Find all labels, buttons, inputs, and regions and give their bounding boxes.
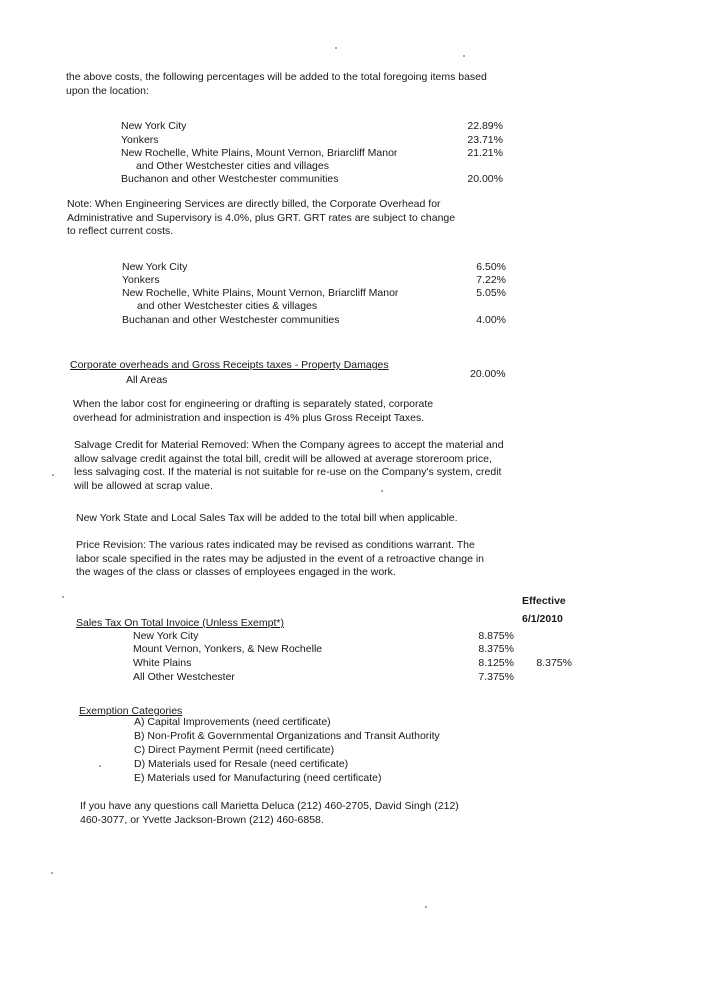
location-name: Buchanon and other Westchester communities [121, 173, 339, 185]
rate-value: 6.50% [476, 261, 506, 273]
rate-row [0, 287, 707, 301]
effective-rate-value: 8.375% [536, 657, 572, 669]
table-row [0, 657, 707, 671]
rate-value: 7.375% [478, 671, 514, 683]
rate-row [0, 120, 707, 134]
rate-row [0, 134, 707, 148]
list-item: C) Direct Payment Permit (need certificate) [134, 744, 335, 756]
salvage-paragraph: Salvage Credit for Material Removed: When the Company agrees to accept the material and allow salvage credit against the total bill, credit will be allowed at average storeroom price, less salvaging cost. If the material is not suitable for re-use on the Company's system, credit will be allowed at scrap value. [74, 439, 504, 492]
location-name: and other Westchester cities & villages [137, 300, 318, 312]
scan-speck [99, 765, 101, 767]
rate-value: 8.125% [478, 657, 514, 669]
rate-row [0, 274, 707, 288]
rate-value: 5.05% [476, 287, 506, 299]
scan-speck [463, 55, 465, 57]
rate-value: 7.22% [476, 274, 506, 286]
rate-value: 8.875% [478, 630, 514, 642]
location-name: New Rochelle, White Plains, Mount Vernon, Briarcliff Manor [122, 287, 399, 299]
rate-row [0, 147, 707, 161]
scan-speck [425, 906, 427, 908]
sales-tax-note: New York State and Local Sales Tax will be added to the total bill when applicable. [76, 512, 458, 524]
contact-paragraph: If you have any questions call Marietta Deluca (212) 460-2705, David Singh (212) 460-3077, or Yvette Jackson-Brown (212) 460-6858. [80, 800, 459, 826]
list-item: B) Non-Profit & Governmental Organizations and Transit Authority [134, 730, 440, 742]
location-name: Yonkers [122, 274, 160, 286]
location-name: Buchanan and other Westchester communities [122, 314, 340, 326]
location-name: New York City [121, 120, 187, 132]
rate-value: 8.375% [478, 643, 514, 655]
location-name: New York City [133, 630, 199, 642]
effective-date: 6/1/2010 [522, 613, 563, 625]
rate-row [0, 300, 707, 314]
table-row [0, 630, 707, 644]
note-paragraph: Note: When Engineering Services are directly billed, the Corporate Overhead for Administrative and Supervisory is 4.0%, plus GRT. GRT rates are subject to change to reflect current costs. [67, 198, 456, 238]
list-item: D) Materials used for Resale (need certificate) [134, 758, 349, 770]
rate-row [0, 314, 707, 328]
rate-value: 21.21% [467, 147, 503, 159]
location-name: and Other Westchester cities and villages [136, 160, 329, 172]
table-row [0, 671, 707, 685]
corporate-sub: All Areas [126, 374, 168, 386]
intro-paragraph: the above costs, the following percentages will be added to the total foregoing items based upon the location: [66, 71, 487, 97]
corporate-heading: Corporate overheads and Gross Receipts taxes - Property Damages [70, 359, 389, 371]
corporate-rate: 20.00% [470, 368, 506, 380]
exemption-heading: Exemption Categories [79, 705, 183, 717]
rate-value: 20.00% [467, 173, 503, 185]
scan-speck [52, 474, 54, 476]
list-item: A) Capital Improvements (need certificate) [134, 716, 331, 728]
location-name: White Plains [133, 657, 192, 669]
rate-row [0, 173, 707, 187]
rate-row [0, 160, 707, 174]
scan-speck [381, 490, 383, 492]
location-name: New Rochelle, White Plains, Mount Vernon, Briarcliff Manor [121, 147, 398, 159]
rate-value: 23.71% [467, 134, 503, 146]
location-name: Mount Vernon, Yonkers, & New Rochelle [133, 643, 323, 655]
location-name: Yonkers [121, 134, 159, 146]
list-item: E) Materials used for Manufacturing (need certificate) [134, 772, 382, 784]
rate-value: 22.89% [467, 120, 503, 132]
scan-speck [51, 872, 53, 874]
effective-label: Effective [522, 595, 566, 607]
scan-speck [62, 596, 64, 598]
labor-paragraph: When the labor cost for engineering or drafting is separately stated, corporate overhead for administration and inspection is 4% plus Gross Receipt Taxes. [73, 398, 434, 424]
scan-speck [335, 47, 337, 49]
location-name: New York City [122, 261, 188, 273]
rate-row [0, 261, 707, 275]
sales-tax-heading: Sales Tax On Total Invoice (Unless Exempt*) [76, 617, 284, 629]
table-row [0, 643, 707, 657]
price-revision-paragraph: Price Revision: The various rates indicated may be revised as conditions warrant. The labor scale specified in the rates may be adjusted in the event of a retroactive change in the wages of the class or classes of employees engaged in the work. [76, 539, 484, 579]
rate-value: 4.00% [476, 314, 506, 326]
location-name: All Other Westchester [133, 671, 235, 683]
